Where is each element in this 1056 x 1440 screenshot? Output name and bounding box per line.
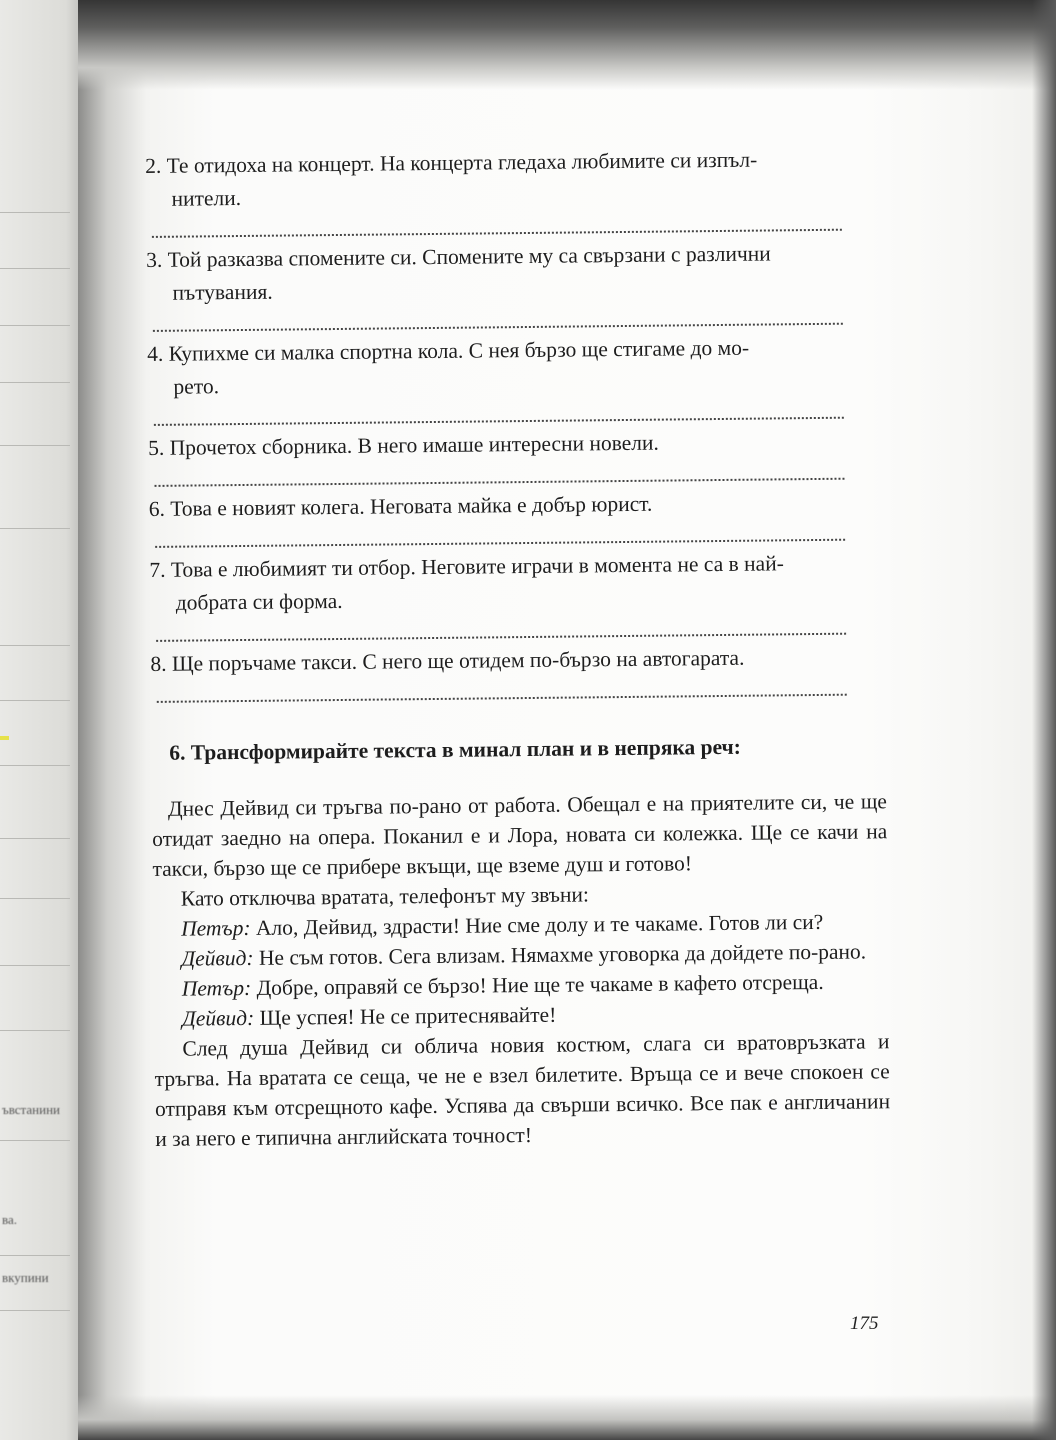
dialogue-text: Не съм готов. Сега влизам. Нямахме уговорка да дойдете по-рано. (253, 939, 867, 970)
exercise-item (147, 330, 883, 426)
left-page-rule (0, 700, 70, 701)
item-text-continued: нители. (171, 185, 242, 211)
item-text: Това е любимият ти отбор. Неговите играчи в момента не са в най- (170, 551, 784, 582)
item-number: 5. (147, 435, 165, 460)
item-text: Прочетох сборника. В него имаше интересни новели. (169, 430, 659, 460)
left-page-rule (0, 765, 70, 766)
speaker-name: Дейвид: (181, 1005, 255, 1031)
page-number: 175 (850, 1313, 879, 1334)
speaker-name: Петър: (181, 915, 251, 941)
exercise-item (148, 424, 884, 487)
exercise-heading: 6. Трансформирайте текста в минал план и в непряка реч: (169, 734, 741, 765)
left-page-rule (0, 1030, 70, 1031)
item-text: Той разказва спомените си. Спомените му са свързани с различни (167, 241, 771, 272)
item-text: Купихме си малка спортна кола. С нея бързо ще стигаме до мо- (168, 335, 750, 366)
left-page-rule (0, 445, 70, 446)
left-page-rule (0, 268, 70, 269)
speaker-name: Петър: (181, 975, 252, 1001)
item-number: 3. (146, 247, 163, 272)
highlight-mark (0, 736, 9, 740)
item-text: Ще поръчаме такси. С него ще отидем по-бързо на автогарата. (171, 645, 745, 676)
exercise-item (146, 236, 882, 332)
left-page-rule (0, 898, 70, 899)
left-page-fragment: ъвстанини (2, 1102, 60, 1117)
left-page-rule (0, 645, 70, 646)
left-page-rule (0, 838, 70, 839)
item-text: Това е новият колега. Неговата майка е добър юрист. (170, 491, 653, 521)
left-page-rule (0, 1255, 70, 1256)
item-number: 2. (145, 153, 162, 178)
item-text-continued: пътувания. (172, 279, 273, 305)
story-paragraph: Като отключва вратата, телефонът му звъни: (180, 882, 590, 911)
story-text (152, 786, 891, 1154)
item-number: 6. (148, 496, 166, 521)
speaker-name: Дейвид: (181, 945, 254, 971)
left-page-rule (0, 1140, 70, 1141)
left-page-rule (0, 965, 70, 966)
left-page-fragment: вкупини (2, 1270, 49, 1285)
exercise-item (145, 142, 881, 238)
left-page-rule (0, 325, 70, 326)
exercise-item (149, 485, 885, 548)
dialogue-text: Ало, Дейвид, здрасти! Ние сме долу и те чакаме. Готов ли си? (250, 909, 824, 940)
item-number: 8. (150, 651, 167, 676)
left-page-fragment: ва. (2, 1212, 17, 1227)
item-text-continued: добрата си форма. (175, 588, 343, 615)
item-text: Те отидоха на концерт. На концерта гледаха любимите си изпъл- (166, 147, 758, 178)
left-page-rule (0, 528, 70, 529)
dialogue-text: Ще успея! Не се притеснявайте! (254, 1002, 557, 1030)
left-page-rule (0, 382, 70, 383)
left-page-rule (0, 212, 70, 213)
left-page-rule (0, 1310, 70, 1311)
page-content (145, 142, 890, 1154)
exercise-item (150, 640, 886, 703)
exercise-item (149, 546, 885, 642)
story-paragraph: След душа Дейвид си облича новия костюм, слага си вратовръзката и тръгва. На вратата се сеща, че не е взел билетите. Връща се и вече спокоен се отправя към отсрещното кафе. Успява да свърши всичко. Все пак е англичанин и за него е типична английската точност! (154, 1029, 891, 1151)
item-text-continued: рето. (173, 374, 220, 399)
story-paragraph: Днес Дейвид си тръгва по-рано от работа. Обещал е на приятелите си, че ще отидат заедно на опера. Поканил е и Лора, новата си колежка. Ще се качи на такси, бързо ще се прибере вкъщи, ще вземе душ и готово! (152, 789, 888, 881)
item-number: 7. (149, 557, 166, 582)
dialogue-text: Добре, оправяй се бързо! Ние ще те чакаме в кафето отсреща. (251, 969, 824, 1000)
item-number: 4. (147, 341, 164, 366)
